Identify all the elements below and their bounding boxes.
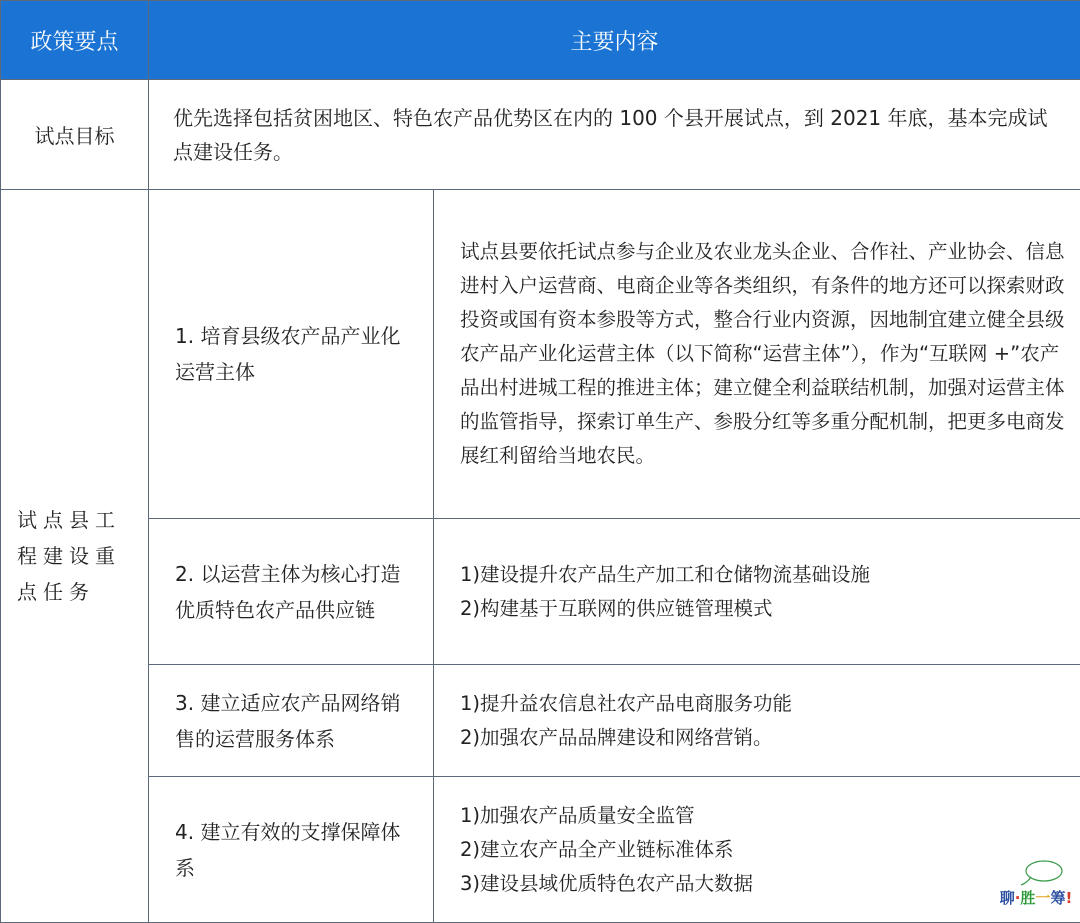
table-row xyxy=(1,665,1080,777)
table-row xyxy=(1,777,1080,923)
task-content xyxy=(434,777,1080,923)
logo-wordmark xyxy=(1000,889,1073,907)
task-content xyxy=(434,190,1080,519)
task-title: 2. 以运营主体为核心打造优质特色农产品供应链 xyxy=(149,519,434,665)
task-content-line: 2)加强农产品品牌建设和网络营销。 xyxy=(460,725,773,749)
goal-row xyxy=(1,80,1080,190)
task-title: 1. 培育县级农产品产业化运营主体 xyxy=(149,190,434,519)
logo-char: 筹 xyxy=(1050,889,1066,907)
task-title: 3. 建立适应农产品网络销售的运营服务体系 xyxy=(149,665,434,777)
logo-cloud-tail xyxy=(1021,877,1031,885)
goal-label: 试点目标 xyxy=(1,80,149,190)
task-title: 4. 建立有效的支撑保障体系 xyxy=(149,777,434,923)
logo-char: 胜 xyxy=(1020,889,1036,907)
task-content-line: 2)建立农产品全产业链标准体系 xyxy=(460,837,734,861)
task-content-line: 1)提升益农信息社农产品电商服务功能 xyxy=(460,691,793,715)
table-row xyxy=(1,190,1080,519)
logo-char: · xyxy=(1014,889,1021,907)
task-content xyxy=(434,665,1080,777)
header-main-content: 主要内容 xyxy=(149,1,1080,80)
tasks-label: 试点县工程建设重点任务 xyxy=(1,190,149,923)
task-content-line: 1)建设提升农产品生产加工和仓储物流基础设施 xyxy=(460,562,871,586)
watermark-logo xyxy=(998,851,1074,915)
table-row xyxy=(1,519,1080,665)
task-content-line: 3)建设县域优质特色农产品大数据 xyxy=(460,871,754,895)
task-content-line: 1)加强农产品质量安全监管 xyxy=(460,803,695,827)
header-policy-points: 政策要点 xyxy=(1,1,149,80)
goal-text: 优先选择包括贫困地区、特色农产品优势区在内的 100 个县开展试点，到 2021 年底，基本完成试点建设任务。 xyxy=(149,80,1080,190)
task-content xyxy=(434,519,1080,665)
logo-char: 一 xyxy=(1035,889,1051,907)
logo-char: ! xyxy=(1065,889,1073,907)
table-header-row xyxy=(1,1,1080,80)
task-content-line: 2)构建基于互联网的供应链管理模式 xyxy=(460,596,773,620)
task-content-line: 试点县要依托试点参与企业及农业龙头企业、合作社、产业协会、信息进村入户运营商、电商企业等各类组织，有条件的地方还可以探索财政投资或国有资本参股等方式，整合行业内资源，因地制宜建立健全县级农产品产业化运营主体（以下简称“运营主体”），作为“互联网 +”农产品出村进城工程的推进主体；建立健全利益联结机制，加强对运营主体的监管指导，探索订单生产、参股分红等多重分配机制，把更多电商发展红利留给当地农民。 xyxy=(460,240,1065,467)
logo-cloud-shape xyxy=(1026,861,1062,881)
logo-char: 聊 xyxy=(999,889,1015,907)
